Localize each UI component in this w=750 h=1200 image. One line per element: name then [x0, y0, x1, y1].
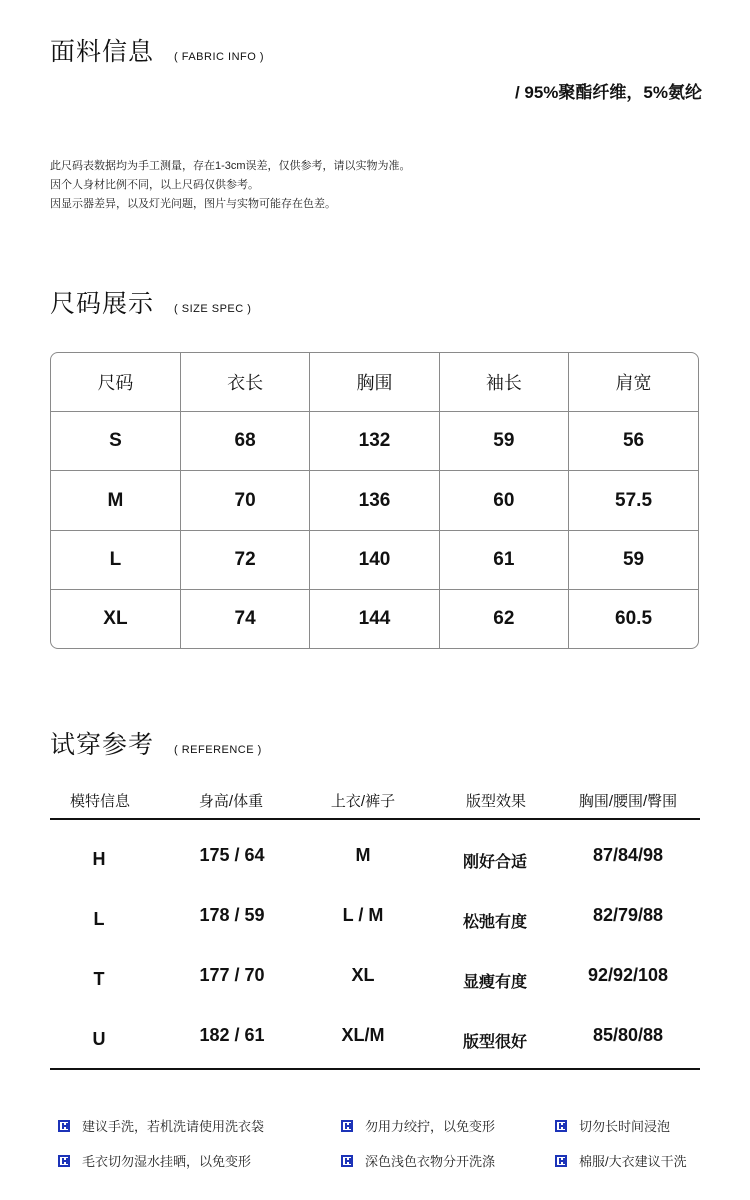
- size-table-header-row: [51, 353, 698, 412]
- size-cell: 72: [180, 530, 309, 589]
- size-cell: S: [51, 412, 180, 471]
- size-cell: 68: [180, 412, 309, 471]
- size-spec-subtitle: ( SIZE SPEC ): [174, 303, 252, 315]
- reference-header-cell: 模特信息: [69, 793, 131, 810]
- fit-effect-cell: 刚好合适: [462, 854, 528, 871]
- size-cell: 56: [569, 412, 698, 471]
- h-square-icon: [341, 1155, 353, 1167]
- model-cell: T: [93, 969, 105, 989]
- size-table: [50, 352, 699, 649]
- care-text: 毛衣切勿湿水挂晒，以免变形: [82, 1154, 252, 1169]
- care-text: 深色浅色衣物分开洗涤: [365, 1154, 496, 1169]
- reference-table-header: [50, 790, 700, 820]
- fit-effect-cell: 松弛有度: [462, 914, 528, 931]
- size-cell: 61: [439, 530, 568, 589]
- reference-row: [50, 905, 700, 935]
- size-table-row: [51, 530, 698, 589]
- care-text: 勿用力绞拧，以免变形: [365, 1119, 496, 1134]
- size-cell: 132: [310, 412, 439, 471]
- size-cell: 60.5: [569, 590, 698, 648]
- h-square-icon: [555, 1155, 567, 1167]
- size-cell: 74: [180, 590, 309, 648]
- care-text: 建议手洗，若机洗请使用洗衣袋: [82, 1119, 265, 1134]
- care-text: 切勿长时间浸泡: [579, 1119, 671, 1134]
- reference-header-cell: 身高/体重: [198, 793, 264, 810]
- care-item: [58, 1116, 264, 1135]
- height-weight-cell: 175 / 64: [199, 845, 265, 865]
- height-weight-cell: 178 / 59: [199, 905, 265, 925]
- note-line: 因个人身材比例不同，以上尺码仅供参考。: [50, 179, 259, 191]
- h-square-icon: [58, 1155, 70, 1167]
- measurements-cell: 82/79/88: [592, 905, 664, 925]
- size-cell: 136: [310, 471, 439, 530]
- size-table-row: [51, 412, 698, 471]
- care-item: [555, 1151, 687, 1170]
- reference-heading: [50, 725, 262, 761]
- measurement-notes: [50, 157, 411, 214]
- size-worn-cell: M: [355, 845, 371, 865]
- size-worn-cell: XL: [351, 965, 375, 985]
- reference-row: [50, 965, 700, 995]
- size-cell: 59: [439, 412, 568, 471]
- reference-title: 试穿参考: [50, 731, 155, 759]
- size-table-row: [51, 471, 698, 530]
- size-header-cell: 尺码: [51, 353, 180, 412]
- fit-effect-cell: 显瘦有度: [462, 974, 528, 991]
- fabric-info-heading: [50, 32, 264, 68]
- h-square-icon: [341, 1120, 353, 1132]
- note-line: 因显示器差异，以及灯光问题，图片与实物可能存在色差。: [50, 198, 336, 210]
- fit-effect-cell: 版型很好: [462, 1034, 528, 1051]
- reference-row: [50, 1025, 700, 1055]
- size-header-cell: 肩宽: [569, 353, 698, 412]
- size-cell: 140: [310, 530, 439, 589]
- care-item: [341, 1151, 495, 1170]
- size-worn-cell: L / M: [342, 905, 384, 925]
- h-square-icon: [58, 1120, 70, 1132]
- fabric-info-subtitle: ( FABRIC INFO ): [174, 51, 265, 63]
- fabric-info-title: 面料信息: [50, 38, 155, 66]
- care-item: [341, 1116, 495, 1135]
- size-worn-cell: XL/M: [341, 1025, 385, 1045]
- size-cell: 59: [569, 530, 698, 589]
- reference-header-cell: 上衣/裤子: [330, 793, 396, 810]
- reference-header-cell: 胸围/腰围/臀围: [578, 793, 678, 810]
- reference-row: [50, 845, 700, 875]
- model-cell: L: [93, 909, 105, 929]
- size-cell: M: [51, 471, 180, 530]
- size-cell: 62: [439, 590, 568, 648]
- note-line: 此尺码表数据均为手工测量，存在1-3cm误差，仅供参考，请以实物为准。: [50, 160, 411, 172]
- size-cell: XL: [51, 590, 180, 648]
- model-cell: H: [92, 849, 106, 869]
- fabric-composition: / 95%聚酯纤维，5%氨纶: [514, 83, 702, 102]
- height-weight-cell: 182 / 61: [199, 1025, 265, 1045]
- size-header-cell: 胸围: [310, 353, 439, 412]
- size-table-row: [51, 590, 698, 648]
- model-cell: U: [92, 1029, 106, 1049]
- reference-header-cell: 版型效果: [465, 793, 527, 810]
- size-header-cell: 衣长: [180, 353, 309, 412]
- size-spec-heading: [50, 284, 251, 320]
- reference-subtitle: ( REFERENCE ): [174, 744, 262, 756]
- size-cell: 57.5: [569, 471, 698, 530]
- h-square-icon: [555, 1120, 567, 1132]
- size-cell: 70: [180, 471, 309, 530]
- size-cell: 60: [439, 471, 568, 530]
- care-text: 棉服/大衣建议干洗: [579, 1154, 687, 1169]
- size-cell: 144: [310, 590, 439, 648]
- size-cell: L: [51, 530, 180, 589]
- care-item: [555, 1116, 670, 1135]
- measurements-cell: 92/92/108: [587, 965, 669, 985]
- measurements-cell: 87/84/98: [592, 845, 664, 865]
- size-header-cell: 袖长: [439, 353, 568, 412]
- size-spec-title: 尺码展示: [50, 290, 155, 318]
- measurements-cell: 85/80/88: [592, 1025, 664, 1045]
- care-item: [58, 1151, 251, 1170]
- height-weight-cell: 177 / 70: [199, 965, 265, 985]
- reference-table-bottom-rule: [50, 1068, 700, 1070]
